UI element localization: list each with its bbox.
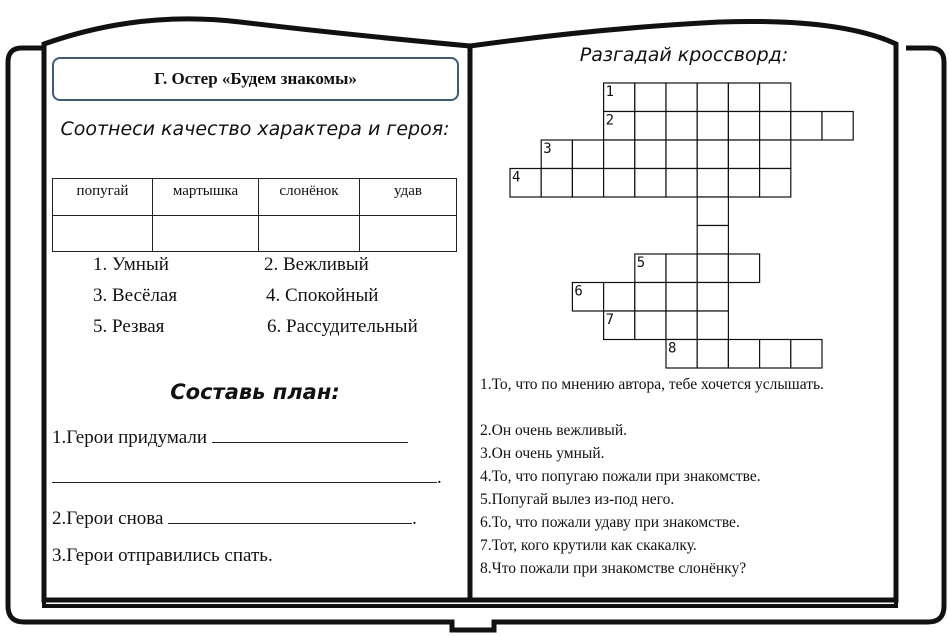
crossword-cell[interactable] <box>791 112 822 141</box>
plan-item-1-continuation <box>52 464 442 489</box>
hero-parrot: попугай <box>53 179 153 216</box>
crossword-cell[interactable] <box>697 254 728 283</box>
crossword-cell[interactable] <box>666 283 697 312</box>
plan-item-1-end: . <box>437 467 442 488</box>
crossword-number: 2 <box>605 112 615 129</box>
clue-2: 2.Он очень вежливый. <box>480 422 628 439</box>
answer-cell-monkey[interactable] <box>153 216 259 252</box>
crossword-cell[interactable] <box>697 83 728 112</box>
crossword-cell[interactable] <box>541 169 572 198</box>
crossword-cell[interactable] <box>791 340 822 369</box>
crossword-cell[interactable] <box>697 112 728 141</box>
crossword-cell[interactable] <box>760 140 791 169</box>
trait-item: 4. Спокойный <box>266 285 379 306</box>
clue-4: 4.То, что попугаю пожали при знакомстве. <box>480 468 761 485</box>
crossword-cell[interactable] <box>822 112 853 141</box>
clue-7: 7.Тот, кого крутили как скакалку. <box>480 537 697 554</box>
hero-boa: удав <box>360 179 457 216</box>
plan-item-1-text: 1.Герои придумали <box>52 427 208 448</box>
trait-item: 1. Умный <box>93 254 169 275</box>
crossword-number: 4 <box>512 169 521 186</box>
crossword-grid <box>474 44 894 374</box>
crossword-number: 5 <box>636 255 646 271</box>
crossword-cell[interactable] <box>728 340 759 369</box>
crossword-cell[interactable] <box>728 254 759 283</box>
crossword-number: 1 <box>605 84 615 100</box>
crossword-cell[interactable] <box>697 169 728 198</box>
crossword-cell[interactable] <box>666 140 697 169</box>
plan-item-3: 3.Герои отправились спать. <box>52 545 273 566</box>
crossword-cell[interactable] <box>697 311 728 340</box>
answer-cell-boa[interactable] <box>360 216 457 252</box>
crossword-cell[interactable] <box>760 83 791 112</box>
task1-heading: Соотнеси качество характера и героя: <box>60 118 450 140</box>
crossword-cell[interactable] <box>572 140 603 169</box>
hero-monkey: мартышка <box>153 179 259 216</box>
crossword-cell[interactable] <box>728 112 759 141</box>
crossword-cell[interactable] <box>635 140 666 169</box>
crossword-cell[interactable] <box>760 112 791 141</box>
crossword-cell[interactable] <box>728 83 759 112</box>
crossword-cell[interactable] <box>666 254 697 283</box>
answer-cell-elephant[interactable] <box>259 216 360 252</box>
plan-item-2 <box>52 505 417 530</box>
clue-1: 1.То, что по мнению автора, тебе хочется услышать. <box>480 376 824 393</box>
crossword-cell[interactable] <box>572 169 603 198</box>
hero-table <box>52 178 457 252</box>
crossword-number: 7 <box>605 312 615 328</box>
plan-item-2-end: . <box>412 508 417 529</box>
crossword-cell[interactable] <box>666 169 697 198</box>
crossword-cell[interactable] <box>635 112 666 141</box>
crossword-cell[interactable] <box>635 169 666 198</box>
answer-line[interactable] <box>52 464 437 483</box>
clue-6: 6.То, что пожали удаву при знакомстве. <box>480 514 740 531</box>
crossword-cell[interactable] <box>666 112 697 141</box>
crossword-heading: Разгадай кроссворд: <box>579 44 789 66</box>
left-page <box>46 44 464 592</box>
crossword-cell[interactable] <box>728 169 759 198</box>
crossword-cell[interactable] <box>666 83 697 112</box>
crossword-cell[interactable] <box>604 169 635 198</box>
clue-8: 8.Что пожали при знакомстве слонёнку? <box>480 560 747 577</box>
crossword-cell[interactable] <box>604 283 635 312</box>
answer-line[interactable] <box>168 505 412 524</box>
trait-item: 2. Вежливый <box>264 254 369 275</box>
clue-3: 3.Он очень умный. <box>480 445 605 462</box>
task2-heading: Составь план: <box>170 380 340 404</box>
crossword-number: 3 <box>543 141 552 157</box>
page-title: Г. Остер «Будем знакомы» <box>52 57 459 101</box>
crossword-cell[interactable] <box>697 283 728 312</box>
trait-item: 3. Весёлая <box>93 285 178 306</box>
crossword-cell[interactable] <box>666 311 697 340</box>
answer-cell-parrot[interactable] <box>53 216 153 252</box>
trait-item: 6. Рассудительный <box>267 316 418 337</box>
crossword-number: 8 <box>668 340 677 357</box>
right-page <box>474 44 894 592</box>
clue-5: 5.Попугай вылез из-под него. <box>480 491 675 508</box>
crossword-cell[interactable] <box>760 169 791 198</box>
crossword-cell[interactable] <box>728 140 759 169</box>
crossword-cell[interactable] <box>760 340 791 369</box>
crossword-cell[interactable] <box>697 340 728 369</box>
crossword-cell[interactable] <box>697 226 728 255</box>
crossword-cell[interactable] <box>635 311 666 340</box>
crossword-number: 6 <box>574 283 583 300</box>
hero-elephant: слонёнок <box>259 179 360 216</box>
crossword-cell[interactable] <box>604 140 635 169</box>
trait-item: 5. Резвая <box>93 316 165 337</box>
plan-item-2-text: 2.Герои снова <box>52 508 164 529</box>
plan-item-1 <box>52 424 408 449</box>
crossword-cell[interactable] <box>697 140 728 169</box>
crossword-cell[interactable] <box>635 83 666 112</box>
crossword-cell[interactable] <box>697 197 728 226</box>
crossword-cell[interactable] <box>635 283 666 312</box>
answer-line[interactable] <box>212 424 408 443</box>
